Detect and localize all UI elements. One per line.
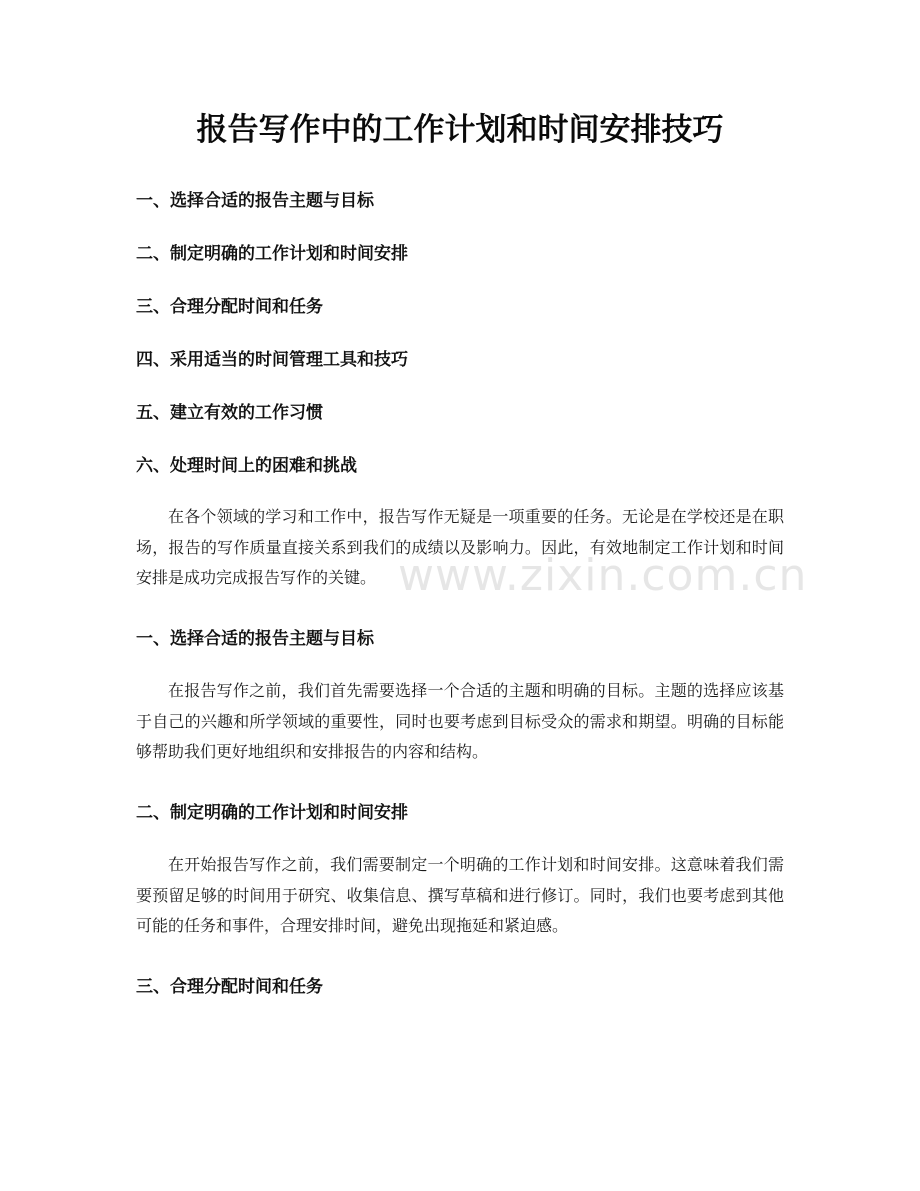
section-body-2: 在开始报告写作之前，我们需要制定一个明确的工作计划和时间安排。这意味着我们需要预留足够的时间用于研究、收集信息、撰写草稿和进行修订。同时，我们也要考虑到其他可能的任务和事件，合理安排时间，避免出现拖延和紧迫感。 [136,855,784,935]
toc-item-4: 四、采用适当的时间管理工具和技巧 [136,350,408,370]
toc-item-3: 三、合理分配时间和任务 [136,297,323,317]
toc-item-5: 五、建立有效的工作习惯 [136,403,323,423]
intro-paragraph: 在各个领域的学习和工作中，报告写作无疑是一项重要的任务。无论是在学校还是在职场，报告的写作质量直接关系到我们的成绩以及影响力。因此，有效地制定工作计划和时间安排是成功完成报告写作的关键。 [136,507,784,587]
toc-item-2: 二、制定明确的工作计划和时间安排 [136,244,408,264]
section-heading-1: 一、选择合适的报告主题与目标 [136,629,374,649]
toc-item-1: 一、选择合适的报告主题与目标 [136,191,374,211]
section-heading-3: 三、合理分配时间和任务 [136,977,323,997]
watermark-text: www.zixin.com.cn [398,550,808,601]
document-title: 报告写作中的工作计划和时间安排技巧 [196,112,724,148]
section-heading-2: 二、制定明确的工作计划和时间安排 [136,803,408,823]
toc-item-6: 六、处理时间上的困难和挑战 [136,456,357,476]
section-body-1: 在报告写作之前，我们首先需要选择一个合适的主题和明确的目标。主题的选择应该基于自己的兴趣和所学领域的重要性，同时也要考虑到目标受众的需求和期望。明确的目标能够帮助我们更好地组织和安排报告的内容和结构。 [136,681,784,761]
